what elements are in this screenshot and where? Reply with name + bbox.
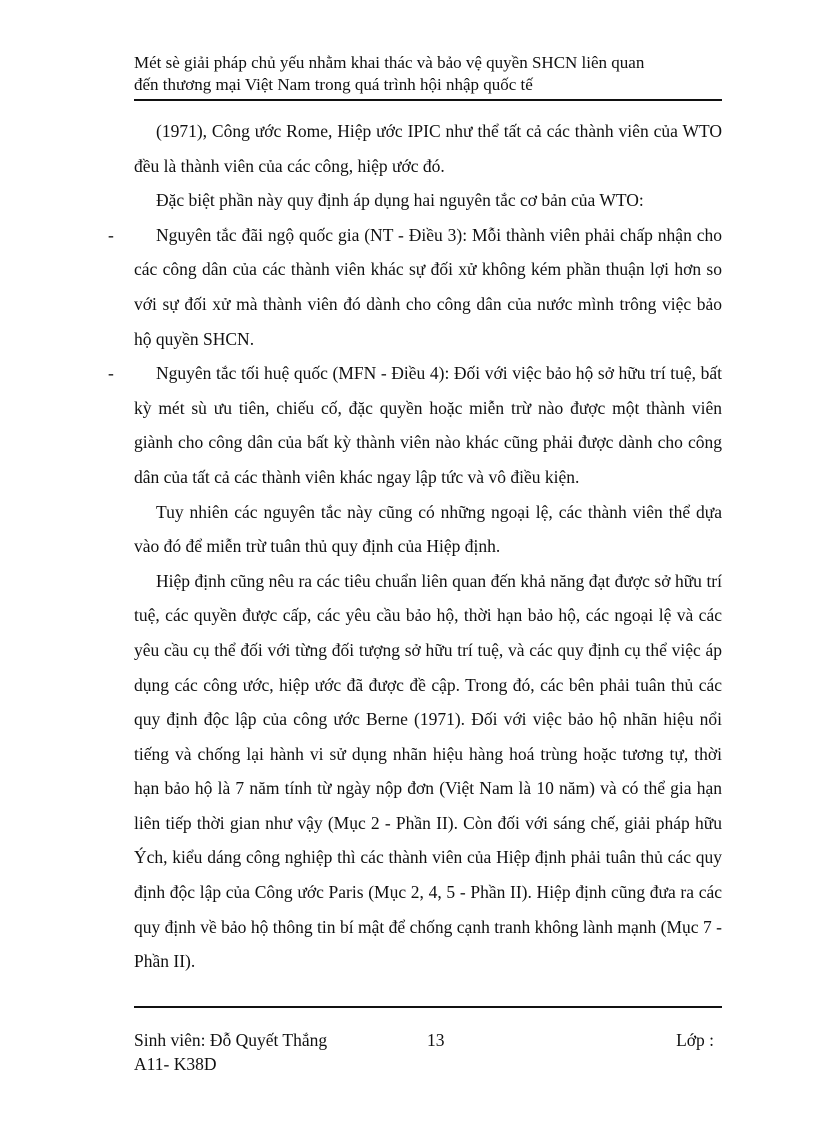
paragraph-standards: Hiệp định cũng nêu ra các tiêu chuẩn liên quan đến khả năng đạt được sở hữu trí tuệ, các quyền được cấp, các yêu cầu bảo hộ, thời hạn bảo hộ, các ngoại lệ và các yêu cầu cụ thể đối với từng đối tượng sở hữu trí tuệ, và các quy định cụ thể việc áp dụng các công ước, hiệp ước đã được đề cập. Trong đó, các bên phải tuân thủ các quy định độc lập của công ước Berne (1971). Đối với việc bảo hộ nhãn hiệu nổi tiếng và chống lại hành vi sử dụng nhãn hiệu hàng hoá trùng hoặc tương tự, thời hạn bảo hộ là 7 năm tính từ ngày nộp đơn (Việt Nam là 10 năm) và có thể gia hạn liên tiếp thời gian như vậy (Mục 2 - Phần II). Còn đối với sáng chế, giải pháp hữu Ých, kiểu dáng công nghiệp thì các thành viên của Hiệp định phải tuân thủ các quy định độc lập của Công ước Paris (Mục 2, 4, 5 - Phần II). Hiệp định cũng đưa ra các quy định về bảo hộ thông tin bí mật để chống cạnh tranh không lành mạnh (Mục 7 - Phần II). [134,570,722,972]
bullet-dash: - [108,224,114,245]
header-divider [134,99,722,101]
bullet-text-national-treatment: Nguyên tắc đãi ngộ quốc gia (NT - Điều 3): Mỗi thành viên phải chấp nhận cho các công dân của các thành viên khác sự đối xử không kém phần thuận lợi hơn so với sự đối xử mà thành viên đó dành cho công dân của nước mình trông việc bảo hộ quyền SHCN. [134,224,722,349]
header-line-1: Mét sè giải pháp chủ yếu nhằm khai thác và bảo vệ quyền SHCN liên quan [134,53,645,72]
paragraph-continuation: (1971), Công ước Rome, Hiệp ước IPIC như thể tất cả các thành viên của WTO đều là thành viên của các công, hiệp ước đó. [134,121,722,176]
footer-class-code: A11- K38D [134,1054,217,1074]
document-body [108,114,722,979]
bullet-text-most-favoured-nation: Nguyên tắc tối huệ quốc (MFN - Điều 4): Đối với việc bảo hộ sở hữu trí tuệ, bất kỳ mét sù ưu tiên, chiếu cố, đặc quyền hoặc miễn trừ nào được một thành viên giành cho công dân của bất kỳ thành viên nào khác cũng phải được dành cho công dân của tất cả các thành viên khác ngay lập tức và vô điều kiện. [134,363,722,487]
footer-class-label: Lớp : [676,1030,714,1050]
bullet-item-most-favoured-nation [108,356,722,494]
footer-student-name: Sinh viên: Đỗ Quyết Thắng [134,1030,328,1050]
running-header [134,52,722,96]
bullet-item-national-treatment [108,218,722,356]
paragraph-principles-intro: Đặc biệt phần này quy định áp dụng hai nguyên tắc cơ bản của WTO: [156,190,644,211]
header-line-2: đến thương mại Việt Nam trong quá trình hội nhập quốc tế [134,75,533,94]
bullet-dash: - [108,363,114,384]
footer-divider [134,1006,722,1008]
paragraph-exceptions: Tuy nhiên các nguyên tắc này cũng có những ngoại lệ, các thành viên thể dựa vào đó để miễn trừ tuân thủ quy định của Hiệp định. [134,501,722,557]
page-number: 13 [427,1030,445,1050]
